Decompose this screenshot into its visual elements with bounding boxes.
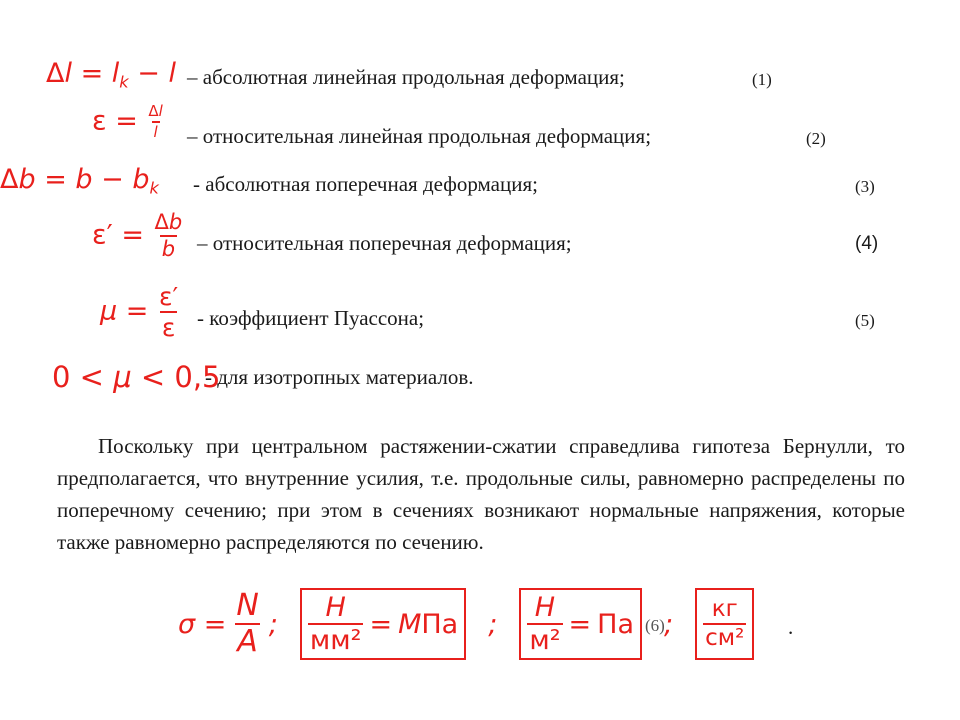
eq-number-6: (6) [645, 616, 665, 635]
eq-number-2: (2) [806, 129, 826, 148]
formula-normal-stress: σ = $\frac{N}{A}$ ; $\frac{Н}{\text{мм²}}$ = МПа ; $\frac{Н}{\text{м²}}$ = Па ; $\frac{кг}{\text{см²}}$ [178, 586, 754, 662]
unit-bracket-pa: $\frac{Н}{\text{м²}}$ = Па [519, 588, 642, 660]
trailing-period: . [788, 615, 794, 639]
unit-bracket-mpa: $\frac{Н}{\text{мм²}}$ = МПа [300, 588, 466, 660]
eq-number-5: (5) [855, 311, 875, 330]
formula-relative-longitudinal: ε = $\frac{\Delta l}{l}$ [92, 102, 163, 141]
desc-row-4: – относительная поперечная деформация; [197, 231, 572, 255]
desc-row-1: – абсолютная линейная продольная деформация; [187, 65, 625, 89]
eq-number-3: (3) [855, 177, 875, 196]
eq-number-1: (1) [752, 70, 772, 89]
formula-isotropic-range: 0 < μ < 0,5 [52, 360, 221, 394]
formula-poisson-ratio: μ = $\frac{\varepsilon'}{\varepsilon}$ [100, 282, 179, 342]
body-paragraph: Поскольку при центральном растяжении-сжатии справедлива гипотеза Бернулли, то предполагается, что внутренние усилия, т.е. продольные силы, равномерно распределены по поперечному сечению; при этом в сечениях возникают нормальные напряжения, которые также равномерно распределяются по сечению. [57, 434, 905, 554]
desc-row-2: – относительная линейная продольная деформация; [187, 124, 652, 148]
desc-row-3: - абсолютная поперечная деформация; [193, 172, 538, 196]
desc-row-5: - коэффициент Пуассона; [197, 306, 425, 330]
formula-relative-transverse: ε′ = $\frac{\Delta b}{b}$ [92, 210, 183, 261]
formula-absolute-longitudinal: $\Delta l = l_k - l$ [46, 58, 176, 92]
desc-row-6: - для изотропных материалов. [205, 365, 474, 389]
eq-number-4: (4) [855, 233, 879, 254]
unit-bracket-kgf: $\frac{кг}{\text{см²}}$ [695, 588, 754, 660]
formula-absolute-transverse: $\Delta b = b - b_k$ [0, 164, 159, 198]
